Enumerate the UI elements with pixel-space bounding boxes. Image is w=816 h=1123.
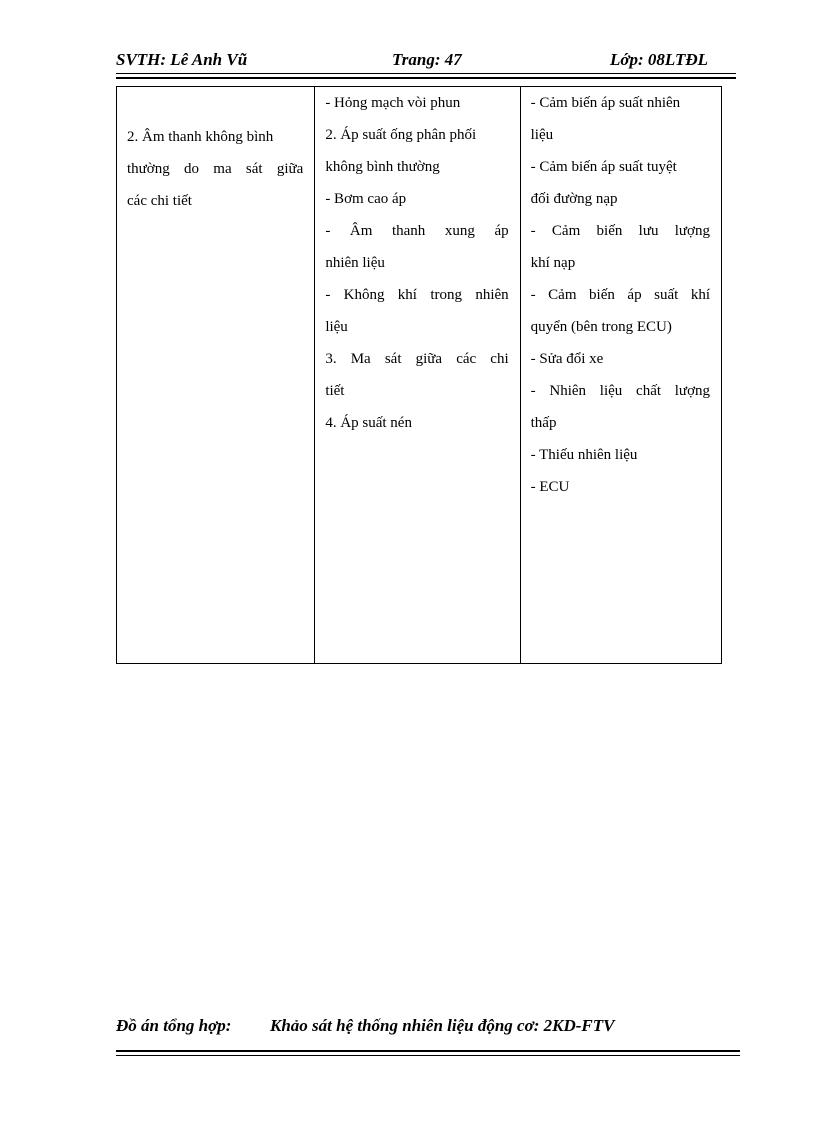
cause-line: nhiên liệu [325,255,385,271]
check-item-line: - Thiếu nhiên liệu [530,447,638,463]
table-row [117,87,722,664]
footer-title: Khảo sát hệ thống nhiên liệu động cơ: 2KD-FTV [270,1016,615,1035]
student-name: SVTH: Lê Anh Vũ [116,50,248,69]
check-item-line: - Sửa đổi xe [530,351,604,367]
footer-rule-thin [116,1055,740,1056]
check-item-line: - Cảm biến áp suất khí [530,287,710,303]
cause-cell [315,87,520,664]
check-item-line: quyển (bên trong ECU) [530,319,672,335]
cause-line: - Không khí trong nhiên [325,287,509,303]
check-item-line: - Cảm biến áp suất nhiên [530,95,681,111]
cause-line: 2. Áp suất ống phân phối [325,127,477,143]
check-item-line: liệu [530,127,554,143]
page-header [116,48,736,72]
diagnosis-table [116,86,722,664]
class-code: Lớp: 08LTĐL [609,50,708,69]
cause-line: không bình thường [325,159,440,175]
cause-line: - Hỏng mạch vòi phun [325,95,461,111]
page-number: Trang: 47 [392,50,462,69]
check-item-line: - ECU [530,479,570,495]
check-item-line: đối đường nạp [530,191,618,207]
cause-line: - Bơm cao áp [325,191,407,207]
header-rule-thick [116,77,736,79]
symptom-line: các chi tiết [127,193,192,209]
symptom-cell [117,87,315,664]
footer-label: Đồ án tổng hợp: [116,1016,232,1035]
check-item-line: thấp [530,415,557,431]
cause-line: - Âm thanh xung áp [325,223,509,239]
symptom-line: thường do ma sát giữa [127,161,304,177]
check-item-line: - Cảm biến lưu lượng [530,223,710,239]
footer-rule-thick [116,1050,740,1052]
check-item-line: - Cảm biến áp suất tuyệt [530,159,677,175]
check-item-cell [520,87,721,664]
symptom-line: 2. Âm thanh không bình [127,129,274,145]
cause-line: liệu [325,319,348,335]
cause-line: 3. Ma sát giữa các chi [325,351,509,367]
check-item-line: khí nạp [530,255,576,271]
check-item-line: - Nhiên liệu chất lượng [530,383,710,399]
header-rule-thin [116,73,736,74]
cause-line: tiết [325,383,345,399]
cause-line: 4. Áp suất nén [325,415,412,431]
